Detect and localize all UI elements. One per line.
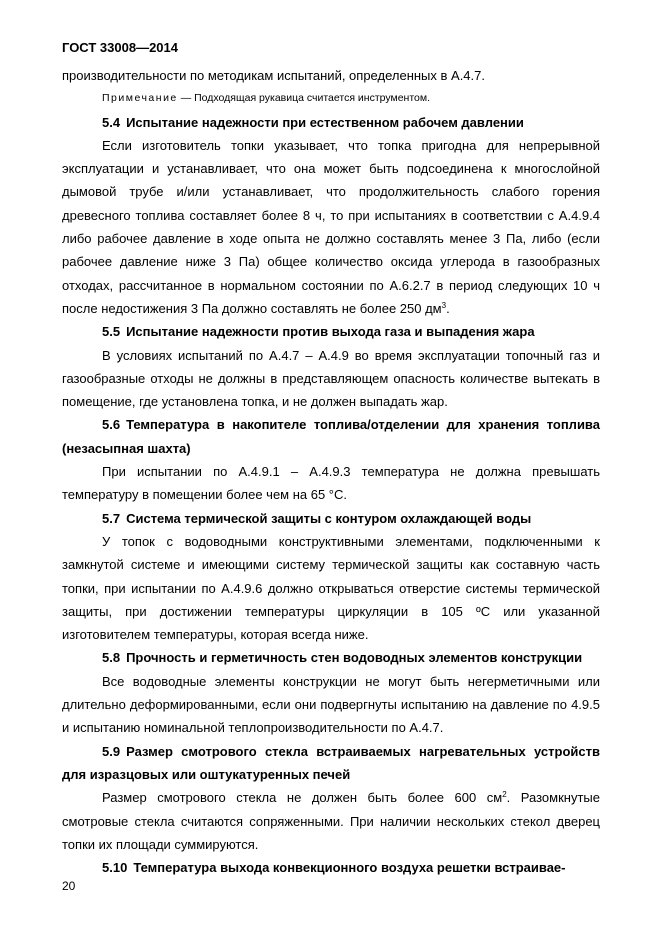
paragraph-text-end: . Разомкнутые смотровые стекла считаются сопряженными. При наличии нескольких стекол дверец топки их площади суммируются. — [62, 790, 600, 852]
paragraph-text-end: . — [446, 300, 450, 316]
section-number: 5.7 — [102, 510, 121, 526]
section-heading-5-10 — [62, 856, 600, 879]
section-heading-5-9 — [62, 740, 600, 787]
section-title: Температура в накопителе топлива/отделении для хранения топлива (незасыпная шахта) — [62, 417, 600, 456]
section-heading-5-8 — [62, 646, 600, 669]
section-title: Прочность и герметичность стен водоводных элементов конструкции — [126, 650, 583, 666]
section-number: 5.8 — [102, 650, 121, 666]
note-text: Подходящая рукавица считается инструментом. — [194, 92, 431, 105]
section-title: Система термической защиты с контуром охлаждающей воды — [126, 510, 532, 526]
section-number: 5.5 — [102, 324, 121, 340]
paragraph-text: Размер смотрового стекла не должен быть более 600 см — [102, 790, 503, 806]
section-paragraph — [62, 134, 600, 320]
continuation-paragraph: производительности по методикам испытаний, определенных в А.4.7. — [62, 68, 485, 83]
section-paragraph: У топок с водоводными конструктивными элементами, подключенными к замкнутой системе и имеющими систему термической защиты как составную часть топки, при испытании по А.4.9.6 должно открываться отверстие системы термической защиты, при достижении температуры циркуляции в 105 ºС или указанной изготовителем температуры, которая всегда ниже. — [62, 533, 600, 643]
section-heading-5-6 — [62, 413, 600, 460]
superscript: 3 — [441, 300, 447, 310]
note-label: Примечание — [102, 92, 178, 105]
section-paragraph: Все водоводные элементы конструкции не могут быть негерметичными или длительно деформированными, если они подвергнуты испытанию на давление по 4.9.5 и испытанию номинальной теплопроизводительности по А.4.7. — [62, 673, 600, 736]
section-number: 5.6 — [102, 417, 121, 433]
page-body — [62, 64, 600, 879]
section-title: Испытание надежности против выхода газа и выпадения жара — [126, 324, 535, 340]
note — [62, 87, 600, 110]
section-heading-5-4 — [62, 111, 600, 134]
section-number: 5.9 — [102, 743, 121, 759]
note-separator: — — [177, 92, 195, 105]
section-title: Размер смотрового стекла встраиваемых нагревательных устройств для изразцовых или оштукатуренных печей — [62, 743, 600, 782]
section-heading-5-5 — [62, 320, 600, 343]
document-header: ГОСТ 33008—2014 — [62, 40, 178, 55]
section-title: Температура выхода конвекционного воздуха решетки встраивае- — [133, 860, 566, 876]
section-number: 5.4 — [102, 114, 121, 130]
section-heading-5-7 — [62, 507, 600, 530]
paragraph-text: Если изготовитель топки указывает, что топка пригодна для непрерывной эксплуатации и устанавливает, что она может быть подсоединена к многослойной дымовой трубе и/или устанавливает, что продолжительность слабого горения древесного топлива составляет более 8 ч, то при испытаниях в соответствии с А.4.9.4 либо рабочее давление в ходе опыта не должно составлять менее 3 Па, либо (если рабочее давление ниже 3 Па) общее количество оксида углерода в газообразных отходах, рассчитанное в нормальном состоянии по А.6.2.7 в период следующих 10 ч после недостижения 3 Па должно составлять не более 250 дм — [62, 137, 600, 316]
section-paragraph: В условиях испытаний по А.4.7 – А.4.9 во время эксплуатации топочный газ и газообразные отходы не должны в представляющем опасность количестве вытекать в помещение, где установлена топка, и не должен выпадать жар. — [62, 347, 600, 410]
section-paragraph: При испытании по А.4.9.1 – А.4.9.3 температура не должна превышать температуру в помещении более чем на 65 °С. — [62, 464, 600, 503]
page-number: 20 — [62, 879, 76, 893]
superscript: 2 — [502, 790, 507, 800]
section-paragraph — [62, 786, 600, 856]
section-number: 5.10 — [102, 860, 128, 876]
section-title: Испытание надежности при естественном рабочем давлении — [126, 114, 524, 130]
